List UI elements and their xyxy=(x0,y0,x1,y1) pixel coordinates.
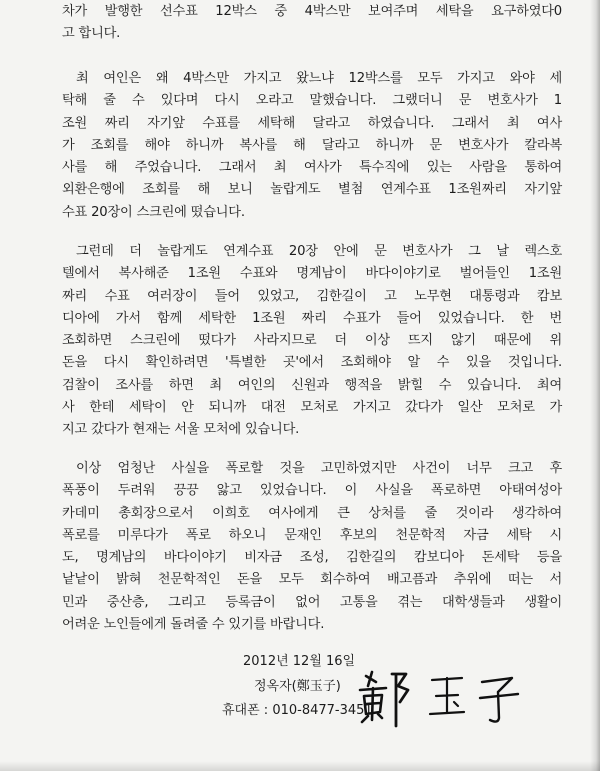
text-line: 사 한테 세탁이 안 되니까 대전 모처로 가지고 갔다가 일산 모처로 가 xyxy=(62,400,562,416)
scan-shadow-right xyxy=(590,0,600,771)
text-line: 고 합니다. xyxy=(62,26,121,42)
text-line: 텔에서 복사해준 1조원 수표와 명계남이 바다이야기로 벌어들인 1조원 xyxy=(62,266,562,282)
text-line: 도, 명계남의 바다이야기 비자금 조성, 김한길의 캄보디아 돈세탁 등을 xyxy=(62,550,562,566)
handwritten-signature xyxy=(352,660,532,730)
text-line: 짜리 수표 여러장이 들어 있었고, 김한길이 고 노무현 대통령과 캄보 xyxy=(62,288,562,304)
paragraph-3 xyxy=(62,241,562,442)
text-line: 차가 발행한 선수표 12박스 중 4박스만 보여주며 세탁을 요구하였다0 xyxy=(62,4,562,19)
paragraph-2 xyxy=(62,68,562,224)
text-line: 최 여인은 왜 4박스만 가지고 왔느냐 12박스를 모두 가지고 와야 세 xyxy=(76,71,562,86)
text-line: 카데미 총회장으로서 이희호 여사에게 큰 상처를 줄 것이라 생각하여 xyxy=(62,505,562,521)
text-line: 사를 해 주었습니다. 그래서 최 여사가 특수직에 있는 사람을 통하여 xyxy=(62,160,562,176)
text-line: 수표 20장이 스크린에 떴습니다. xyxy=(62,204,245,220)
text-line: 이상 엄청난 사실을 폭로할 것을 고민하였지만 사건이 너무 크고 후 xyxy=(76,461,562,476)
text-line: 폭로를 미루다가 폭로 하오니 문재인 후보의 천문학적 자금 세탁 시 xyxy=(62,527,562,543)
phone-number: 010-8477-3451 xyxy=(272,703,373,718)
text-line: 탁해 줄 수 있다며 다시 오라고 말했습니다. 그랬더니 문 변호사가 1 xyxy=(62,93,562,109)
text-line: 가 조회를 해야 하니까 복사를 해 달라고 하니까 문 변호사가 칼라복 xyxy=(62,137,562,153)
footer-phone xyxy=(222,701,373,721)
text-line: 조원 짜리 자기앞 수표를 세탁해 달라고 하였습니다. 그래서 최 여사 xyxy=(62,115,562,131)
scan-shadow-bottom xyxy=(0,761,600,771)
text-line: 검찰이 조사를 하면 최 여인의 신원과 행적을 밝힐 수 있습니다. 최여 xyxy=(62,377,562,393)
text-line: 민과 중산층, 그리고 등록금이 없어 고통을 겪는 대학생들과 생활이 xyxy=(62,594,562,610)
text-line: 지고 갔다가 현재는 서울 모처에 있습니다. xyxy=(62,422,300,438)
text-line: 조회하면 스크린에 떴다가 사라지므로 더 이상 뜨지 않기 때문에 위 xyxy=(62,333,562,349)
text-line: 디아에 가서 함께 세탁한 1조원 짜리 수표가 들어 있었습니다. 한 번 xyxy=(62,310,562,326)
text-line: 외환은행에 조회를 해 보니 놀랍게도 별첨 연계수표 1조원짜리 자기앞 xyxy=(62,182,562,198)
footer-name: 정옥자(鄭玉子) xyxy=(254,679,341,694)
text-line: 그런데 더 놀랍게도 연계수표 20장 안에 문 변호사가 그 날 렉스호 xyxy=(76,244,562,259)
footer-date: 2012년 12월 16일 xyxy=(243,654,356,669)
paragraph-1 xyxy=(62,1,562,46)
phone-label: 휴대폰 : xyxy=(222,703,269,718)
text-line: 어려운 노인들에게 돌려줄 수 있기를 바랍니다. xyxy=(62,617,325,633)
text-line: 돈을 다시 확인하려면 '특별한 곳'에서 조회해야 알 수 있을 것입니다. xyxy=(62,355,562,371)
paragraph-4 xyxy=(62,458,562,636)
text-line: 낱낱이 밝혀 천문학적인 돈을 모두 회수하여 배고픔과 추위에 떠는 서 xyxy=(62,572,562,588)
text-line: 폭풍이 두려워 끙끙 앓고 있었습니다. 이 사실을 폭로하면 아태여성아 xyxy=(62,483,562,499)
